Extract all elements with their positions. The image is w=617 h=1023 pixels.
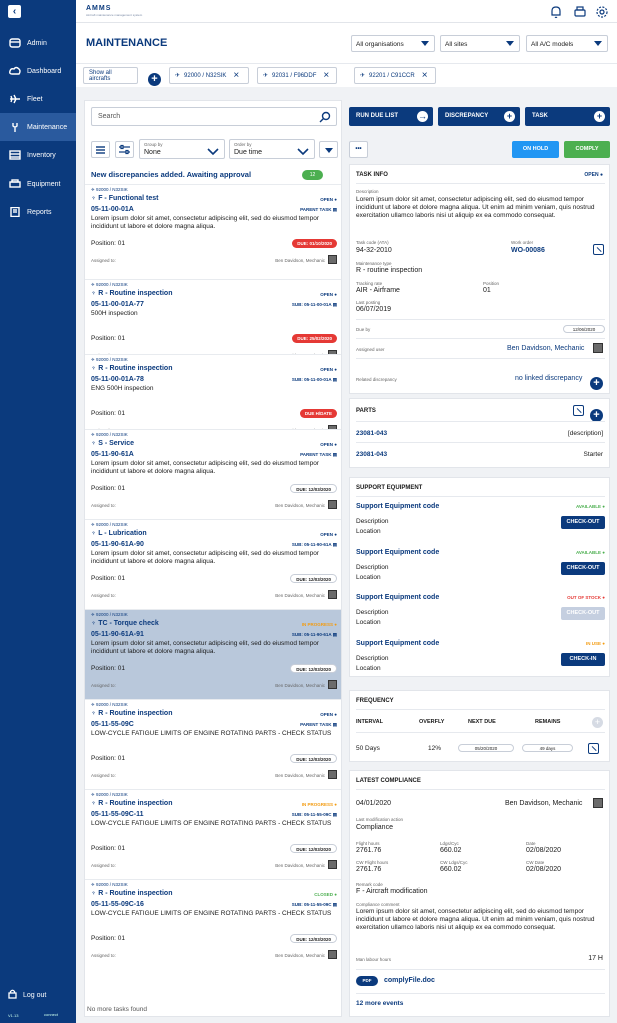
next-due-field[interactable]: 05/20/2020: [458, 744, 514, 752]
landings-cycles: 660.02: [440, 847, 462, 854]
external-link-icon[interactable]: [588, 743, 599, 754]
wrench-icon: ♆: [91, 440, 99, 447]
status-badge: OUT OF STOCK ●: [567, 595, 605, 600]
due-badge: DUE H/DATE: [300, 409, 337, 418]
wrench-icon: ♆: [91, 290, 99, 297]
task-position: Position: 01: [91, 335, 125, 342]
task-code: 94-32-2010: [356, 247, 392, 254]
due-badge: DUE: 01/10/2020: [292, 239, 337, 248]
aircraft-label: ✈ 92000 / N32SIK: [91, 187, 128, 192]
equipment-code-link[interactable]: Support Equipment code: [356, 549, 440, 556]
aircraft-label: ✈ 92000 / N32SIK: [91, 792, 128, 797]
printer-icon[interactable]: [573, 5, 587, 19]
avatar: [593, 343, 603, 353]
plus-icon: +: [590, 409, 603, 422]
discrepancy-count-badge: 12: [302, 170, 323, 180]
sidebar-item-label: Inventory: [27, 151, 56, 159]
organisation-select[interactable]: All organisations: [351, 35, 435, 52]
support-equipment-item: [350, 502, 611, 546]
parent-task-label: SUB: 05-11-00-01A ▤: [291, 377, 337, 382]
check-out-button[interactable]: CHECK-OUT: [561, 562, 605, 575]
avatar: [593, 798, 603, 808]
task-type: ♆ R - Routine inspection: [91, 890, 173, 897]
compliance-date-2: 02/08/2020: [526, 847, 562, 854]
caret-down-icon: [325, 148, 333, 153]
equipment-code-link[interactable]: Support Equipment code: [356, 594, 440, 601]
plus-icon: +: [590, 377, 603, 390]
assigned-user: Ben Davidson, Mechanic: [275, 953, 325, 958]
remark-code: F - Aircraft modification: [356, 888, 428, 895]
flight-hours: 2761.76: [356, 847, 382, 854]
group-by-select[interactable]: Group by None: [139, 139, 225, 159]
column-header: NEXT DUE: [468, 719, 496, 725]
task-detail-panel: [349, 100, 610, 1017]
task-position: Position: 01: [91, 575, 125, 582]
assigned-label: Assigned to:: [91, 683, 116, 688]
column-header: REMAINS: [535, 719, 561, 725]
aircraft-label: ✈ 92000 / N32SIK: [91, 882, 128, 887]
pdf-badge: PDF: [356, 976, 378, 986]
sidebar-item-reports[interactable]: [0, 198, 76, 226]
check-out-button[interactable]: CHECK-OUT: [561, 607, 605, 620]
status-badge: AVAILABLE ●: [575, 550, 605, 555]
status-badge: OPEN ●: [320, 197, 337, 202]
avatar: [328, 680, 337, 689]
check-out-button[interactable]: CHECK-OUT: [561, 516, 605, 529]
version-label: V1.13: [8, 1013, 19, 1018]
maintenance-type: R - routine inspection: [356, 267, 423, 274]
task-code: 05-11-55-09C-11: [91, 811, 144, 818]
position-value: 01: [483, 287, 491, 294]
task-item[interactable]: [85, 429, 342, 519]
parent-task-label: SUB: 05-11-55-09C ▤: [291, 812, 337, 817]
card-title: TASK INFO: [356, 172, 388, 178]
equipment-description: Description: [356, 518, 389, 525]
sort-direction-button[interactable]: [319, 141, 338, 158]
sidebar-item-label: Fleet: [27, 95, 43, 103]
due-badge: DUE: 12/03/2020: [290, 844, 337, 853]
task-info-card: TASK INFO OPEN ● Description Lorem ipsum dolor sit amet, consectetur adipiscing elit, sed do eiusmod tempor incididunt ut labore et dolore magna aliqua. Ut enim ad minim veniam, quis nostrud exercitation ullamco laboris nisi ut aliquip ex ea commodo consequat. Task code (ATA) 94-32-2010 Work order WO-00086 Maintenance type R - routine inspection Tracking rate AIR - Airframe Position 01 Last posting 06/07/2019 Due by 12/06/2020 Assigned user Ben Davidson, Mechanic Related discrepancy no linked discrepancy +: [349, 164, 610, 394]
wrench-icon: ♆: [91, 195, 99, 202]
parent-task-label: PARENT TASK ▤: [300, 207, 337, 212]
avatar: [328, 590, 337, 599]
more-events-link[interactable]: 12 more events: [356, 1000, 404, 1007]
order-by-select[interactable]: Order by Due time: [229, 139, 315, 159]
task-type: ♆ TC - Torque check: [91, 620, 159, 627]
task-type: ♆ R - Routine inspection: [91, 800, 173, 807]
compliance-user: Ben Davidson, Mechanic: [505, 800, 583, 807]
remains-field[interactable]: 49 days: [522, 744, 573, 752]
task-position: Position: 01: [91, 845, 125, 852]
filter-settings-button[interactable]: [115, 141, 134, 158]
task-item[interactable]: [85, 789, 342, 879]
status-badge: OPEN ●: [320, 292, 337, 297]
task-position: Position: 01: [91, 410, 125, 417]
bell-icon[interactable]: [549, 5, 563, 19]
equipment-code-link[interactable]: Support Equipment code: [356, 503, 440, 510]
due-badge: DUE: 12/03/2020: [290, 664, 337, 673]
related-discrepancy-link[interactable]: no linked discrepancy: [515, 375, 583, 382]
wrench-icon: ♆: [91, 710, 99, 717]
wrench-icon: [8, 122, 21, 132]
task-code: 05-11-55-09C-16: [91, 901, 144, 908]
aircraft-label: ✈ 92000 / N32SIK: [91, 357, 128, 362]
show-all-aircrafts-button[interactable]: Show all aircrafts: [83, 67, 138, 84]
plane-icon: [8, 94, 21, 104]
brand-logo: connect: [44, 1012, 59, 1017]
add-task-button[interactable]: TASK +: [525, 107, 610, 126]
reports-icon: [8, 207, 21, 217]
task-item[interactable]: [85, 699, 342, 789]
avatar: [328, 950, 337, 959]
equipment-description: Description: [356, 655, 389, 662]
parent-task-label: SUB: 05-11-90-61A ▤: [291, 632, 337, 637]
aircraft-label: ✈ 92000 / N32SIK: [91, 612, 128, 617]
due-badge: DUE: 12/03/2020: [290, 484, 337, 493]
support-equipment-item: [350, 639, 611, 683]
sidebar-item-admin[interactable]: [0, 29, 76, 57]
cw-landings-cycles: 660.02: [440, 866, 462, 873]
chevron-down-icon: [206, 144, 220, 162]
due-date-field[interactable]: 12/06/2020: [563, 325, 605, 333]
plane-icon: ✈: [91, 612, 97, 617]
task-code: 05-11-00-01A-78: [91, 376, 144, 383]
plane-icon: ✈: [175, 73, 181, 79]
plane-icon: ✈: [91, 522, 97, 527]
assigned-user: Ben Davidson, Mechanic: [275, 593, 325, 598]
plane-icon: ✈: [263, 73, 269, 79]
column-header: INTERVAL: [356, 719, 383, 725]
task-description: LOW-CYCLE FATIGUE LIMITS OF ENGINE ROTATING PARTS - CHECK STATUS: [91, 910, 332, 917]
wrench-icon: ♆: [91, 530, 99, 537]
wrench-icon: ♆: [91, 800, 99, 807]
lock-icon: [8, 989, 17, 1001]
assigned-user-link[interactable]: Ben Davidson, Mechanic: [507, 345, 585, 352]
card-title: FREQUENCY: [356, 698, 394, 704]
search-input[interactable]: Search: [91, 107, 337, 126]
cloud-icon: [8, 66, 21, 76]
logout-button[interactable]: Log out: [8, 989, 46, 1001]
task-position: Position: 01: [91, 240, 125, 247]
parent-task-label: SUB: 05-11-00-01A ▤: [291, 302, 337, 307]
tracking-rate: AIR - Airframe: [356, 287, 400, 294]
site-select[interactable]: All sites: [440, 35, 520, 52]
assigned-label: Assigned to:: [91, 503, 116, 508]
task-description: Lorem ipsum dolor sit amet, consectetur adipiscing elit, sed do eiusmod tempor incididunt ut labore et dolore magna aliqua.: [91, 215, 319, 230]
modification-action: Compliance: [356, 824, 393, 831]
chevron-down-icon: [296, 144, 310, 162]
task-code: 05-11-90-61A: [91, 451, 134, 458]
plus-icon: +: [594, 717, 601, 727]
compliance-file-link[interactable]: complyFile.doc: [384, 977, 435, 984]
parent-task-label: PARENT TASK ▤: [300, 722, 337, 727]
assigned-user: Ben Davidson, Mechanic: [275, 863, 325, 868]
task-position: Position: 01: [91, 665, 125, 672]
wrench-icon: ♆: [91, 365, 99, 372]
sliders-icon: [116, 144, 133, 161]
sidebar-item-label: Admin: [27, 39, 47, 47]
equipment-location: Location: [356, 619, 381, 626]
status-badge: AVAILABLE ●: [575, 504, 605, 509]
on-hold-button[interactable]: ON HOLD: [512, 141, 559, 158]
labour-hours: 17 H: [588, 955, 603, 962]
part-code-link[interactable]: 23081-043: [356, 430, 388, 437]
sidebar-item-equipment[interactable]: [0, 170, 76, 198]
task-description: ENG 500H inspection: [91, 385, 154, 392]
avatar: [328, 860, 337, 869]
last-posting: 06/07/2019: [356, 306, 392, 313]
assigned-label: Assigned to:: [91, 773, 116, 778]
overfly-value: 12%: [428, 745, 442, 752]
task-item[interactable]: [85, 609, 342, 699]
ac-model-select[interactable]: All A/C models: [526, 35, 608, 52]
card-title: PARTS: [356, 408, 376, 414]
task-type: ♆ R - Routine inspection: [91, 290, 173, 297]
task-type: ♆ R - Routine inspection: [91, 365, 173, 372]
sidebar-item-label: Equipment: [27, 180, 61, 188]
aircraft-chip[interactable]: ✈ 92000 / N32SIK ×: [169, 67, 249, 84]
list-view-button[interactable]: [91, 141, 110, 158]
close-icon[interactable]: ×: [233, 69, 240, 81]
task-item[interactable]: [85, 184, 342, 274]
check-in-button[interactable]: CHECK-IN: [561, 653, 605, 666]
plane-icon: ✈: [91, 432, 97, 437]
aircraft-label: ✈ 92000 / N32SIK: [91, 432, 128, 437]
aircraft-chip[interactable]: ✈ 92201 / C91CCR ×: [354, 67, 436, 84]
plane-icon: ✈: [91, 357, 97, 362]
wrench-icon: ♆: [91, 890, 99, 897]
sidebar-item-label: Dashboard: [27, 67, 62, 75]
printer-icon: [8, 179, 21, 189]
discrepancy-banner[interactable]: New discrepancies added. Awaiting approval: [91, 170, 252, 179]
compliance-comment: Lorem ipsum dolor sit amet, consectetur adipiscing elit, sed do eiusmod tempor incididunt ut labore et dolore magna aliqua. Ut enim ad minim veniam, quis nostrud exercitation ullamco laboris nisi ut aliquip ex ea commodo consequat.: [356, 908, 595, 931]
status-badge: IN PROGRESS ●: [301, 802, 337, 807]
run-due-list-button[interactable]: RUN DUE LIST →: [349, 107, 433, 126]
task-type: ♆ L - Lubrication: [91, 530, 147, 537]
assigned-label: Assigned to:: [91, 593, 116, 598]
due-badge: DUE: 12/03/2020: [290, 754, 337, 763]
due-badge: DUE: 25/02/2020: [292, 334, 337, 343]
add-aircraft-button[interactable]: [148, 69, 161, 87]
status-badge: OPEN ●: [320, 712, 337, 717]
plus-icon: +: [148, 73, 161, 86]
status-badge: IN USE ●: [586, 641, 605, 646]
more-options-button[interactable]: •••: [349, 141, 368, 158]
assigned-user: Ben Davidson, Mechanic: [275, 258, 325, 263]
task-type: ♆ S - Service: [91, 440, 135, 447]
due-badge: DUE: 12/03/2020: [290, 934, 337, 943]
assigned-label: Assigned to:: [91, 953, 116, 958]
parent-task-label: PARENT TASK ▤: [300, 452, 337, 457]
caret-down-icon: [421, 41, 429, 46]
compliance-date: 04/01/2020: [356, 800, 392, 807]
building-icon: [8, 38, 21, 48]
task-description: Lorem ipsum dolor sit amet, consectetur adipiscing elit, sed do eiusmod tempor incididunt ut labore et dolore magna aliqua.: [91, 460, 319, 475]
equipment-location: Location: [356, 665, 381, 672]
add-discrepancy-link-button[interactable]: [590, 373, 603, 391]
support-equipment-item: [350, 593, 611, 637]
support-equipment-item: [350, 548, 611, 592]
assigned-user: Ben Davidson, Mechanic: [275, 503, 325, 508]
inventory-icon: [8, 150, 21, 160]
aircraft-label: ✈ 92000 / N32SIK: [91, 522, 128, 527]
task-list-panel: [84, 100, 342, 1017]
aircraft-filter-bar: [76, 63, 617, 87]
plane-icon: ✈: [91, 702, 97, 707]
sidebar-item-maintenance[interactable]: [0, 113, 76, 141]
equipment-location: Location: [356, 574, 381, 581]
task-description: Lorem ipsum dolor sit amet, consectetur adipiscing elit, sed do eiusmod tempor incididunt ut labore et dolore magna aliqua. Ut enim ad minim veniam, quis nostrud exercitation ullamco laboris nisi ut aliquip ex ea commodo consequat.: [356, 196, 595, 219]
caret-down-icon: [506, 41, 514, 46]
status-badge: IN PROGRESS ●: [301, 622, 337, 627]
sidebar-item-fleet[interactable]: [0, 85, 76, 113]
task-code: 05-11-00-01A: [91, 206, 134, 213]
status-badge: CLOSED ●: [314, 892, 337, 897]
task-description: LOW-CYCLE FATIGUE LIMITS OF ENGINE ROTATING PARTS - CHECK STATUS: [91, 820, 332, 827]
equipment-location: Location: [356, 528, 381, 535]
task-type: ♆ R - Routine inspection: [91, 710, 173, 717]
plane-icon: ✈: [91, 282, 97, 287]
aircraft-label: ✈ 92000 / N32SIK: [91, 702, 128, 707]
task-description: Lorem ipsum dolor sit amet, consectetur adipiscing elit, sed do eiusmod tempor incididunt ut labore et dolore magna aliqua.: [91, 640, 319, 655]
task-code: 05-11-90-61A-91: [91, 631, 144, 638]
sidebar-item-label: Maintenance: [27, 123, 68, 131]
status-badge: OPEN ●: [320, 532, 337, 537]
aircraft-chip[interactable]: ✈ 92031 / F96DDF ×: [257, 67, 337, 84]
search-icon: [319, 111, 331, 125]
interval-value: 50 Days: [356, 745, 380, 752]
task-position: Position: 01: [91, 935, 125, 942]
task-code: 05-11-00-01A-77: [91, 301, 144, 308]
task-position: Position: 01: [91, 485, 125, 492]
arrow-right-icon: →: [418, 111, 427, 121]
add-discrepancy-button[interactable]: DISCREPANCY +: [438, 107, 520, 126]
sidebar-item-dashboard[interactable]: [0, 57, 76, 85]
plane-icon: ✈: [91, 187, 97, 192]
assigned-user: Ben Davidson, Mechanic: [275, 773, 325, 778]
equipment-description: Description: [356, 564, 389, 571]
parent-task-label: SUB: 05-11-55-09C ▤: [291, 902, 337, 907]
part-description: [description]: [567, 430, 603, 437]
external-link-icon[interactable]: [593, 244, 604, 255]
page-header: [76, 23, 617, 63]
assigned-label: Assigned to:: [91, 258, 116, 263]
external-link-icon[interactable]: [573, 405, 584, 416]
plane-icon: ✈: [91, 882, 97, 887]
plus-icon: +: [504, 111, 515, 122]
sidebar-item-inventory[interactable]: [0, 141, 76, 169]
sidebar-item-label: Reports: [27, 208, 52, 216]
due-badge: DUE: 12/03/2020: [290, 574, 337, 583]
task-type: ♆ F - Functional test: [91, 195, 159, 202]
collapse-sidebar-button[interactable]: ‹: [8, 5, 21, 18]
avatar: [328, 770, 337, 779]
card-title: SUPPORT EQUIPMENT: [356, 485, 423, 491]
comply-button[interactable]: COMPLY: [564, 141, 610, 158]
page-title: MAINTENANCE: [86, 37, 168, 49]
part-code-link[interactable]: 23081-043: [356, 451, 388, 458]
list-footer: No more tasks found: [87, 1006, 147, 1013]
add-frequency-button[interactable]: [592, 717, 603, 728]
equipment-code-link[interactable]: Support Equipment code: [356, 640, 440, 647]
plane-icon: ✈: [360, 73, 366, 79]
cw-date: 02/08/2020: [526, 866, 562, 873]
parent-task-label: SUB: 05-11-90-61A ▤: [291, 542, 337, 547]
task-description: Lorem ipsum dolor sit amet, consectetur adipiscing elit, sed do eiusmod tempor incididunt ut labore et dolore magna aliqua.: [91, 550, 319, 565]
latest-compliance-card: LATEST COMPLIANCE 04/01/2020 Ben Davidson, Mechanic Last modification action Compliance Flight hours 2761.76 Ldgs/Cyc 660.02 Date 02/08/2020 CW Flight hours 2761.76 CW Ldgs/Cyc 660.02 CW Date 02/08/2020 Remark code F - Aircraft modification Compliance comment Lorem ipsum dolor sit amet, consectetur adipiscing elit, sed do eiusmod tempor incididunt ut labore et dolore magna aliqua. Ut enim ad minim veniam, quis nostrud exercitation ullamco laboris nisi ut aliquip ex ea commodo consequat. Man labour hours 17 H PDF complyFile.doc 12 more events: [349, 770, 610, 1017]
status-badge: OPEN ●: [584, 172, 603, 178]
sidebar: [0, 0, 76, 1023]
close-icon[interactable]: ×: [323, 69, 330, 81]
task-item[interactable]: [85, 519, 342, 609]
frequency-card: [349, 690, 610, 762]
top-bar: [76, 0, 617, 23]
assigned-label: Assigned to:: [91, 863, 116, 868]
task-position: Position: 01: [91, 755, 125, 762]
support-equipment-card: [349, 477, 610, 677]
avatar: [328, 255, 337, 264]
list-icon: [92, 144, 109, 161]
status-badge: OPEN ●: [320, 442, 337, 447]
task-item[interactable]: [85, 879, 342, 969]
task-description: LOW-CYCLE FATIGUE LIMITS OF ENGINE ROTATING PARTS - CHECK STATUS: [91, 730, 332, 737]
cw-flight-hours: 2761.76: [356, 866, 382, 873]
gear-icon[interactable]: [595, 5, 609, 19]
work-order-link[interactable]: WO-00086: [511, 247, 545, 254]
task-code: 05-11-90-61A-90: [91, 541, 144, 548]
avatar: [328, 500, 337, 509]
task-code: 05-11-55-09C: [91, 721, 134, 728]
assigned-user: Ben Davidson, Mechanic: [275, 683, 325, 688]
part-description: Starter: [583, 451, 603, 458]
task-description: 500H inspection: [91, 310, 138, 317]
wrench-icon: ♆: [91, 620, 99, 627]
close-icon[interactable]: ×: [421, 69, 428, 81]
app-logo: AMMS Aircraft maintenance management system: [86, 5, 143, 17]
equipment-description: Description: [356, 609, 389, 616]
plane-icon: ✈: [91, 792, 97, 797]
aircraft-label: ✈ 92000 / N32SIK: [91, 282, 128, 287]
caret-down-icon: [594, 41, 602, 46]
card-title: LATEST COMPLIANCE: [356, 778, 421, 784]
status-badge: OPEN ●: [320, 367, 337, 372]
column-header: OVERFLY: [419, 719, 445, 725]
plus-icon: +: [594, 111, 605, 122]
parts-card: [349, 398, 610, 468]
